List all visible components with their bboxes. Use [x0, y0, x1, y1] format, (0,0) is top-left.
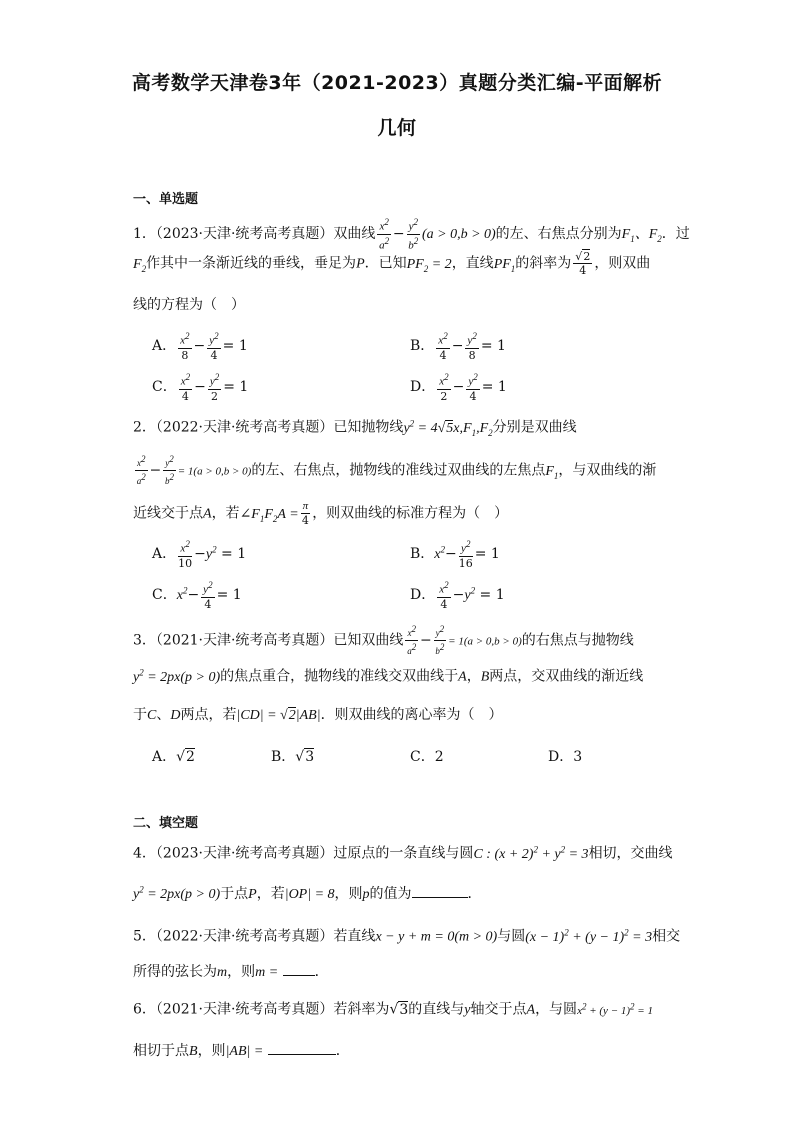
- question-3-text: 的焦点重合，抛物线的准线交双曲线于: [220, 668, 459, 685]
- question-3-text: 、: [156, 707, 171, 723]
- math-condition: (a > 0,b > 0): [421, 227, 496, 243]
- math-fraction: $\frac{x^2}{a^2}$: [136, 454, 146, 486]
- math-fraction: $\frac{y^2}{b^2}$: [408, 217, 419, 252]
- question-5-text: 所得的弦长为: [133, 964, 217, 980]
- question-5-prefix: 5．（2022·天津·统考高考真题）若直线: [133, 928, 376, 945]
- question-2-line-1: 2．（2022·天津·统考高考真题）已知抛物线$y^2 = 4√5x,F_1,F_2$分别是双曲线: [133, 418, 577, 438]
- question-4-text: 的值为: [369, 886, 412, 902]
- question-4-text: ，则: [334, 886, 363, 902]
- question-3-text: 两点，若: [180, 707, 237, 723]
- option-label: B．: [410, 337, 435, 354]
- question-6-line-2: 相切于点B，则|AB| = ．: [133, 1043, 350, 1059]
- q2-option-b: B．$x^2-$ $\frac{y^2}{16}$ = 1: [410, 539, 500, 570]
- math-fraction: $\frac{y^2}{4}$: [203, 580, 213, 611]
- q2-option-c: C．$x^2-$ $\frac{y^2}{4}$ = 1: [152, 580, 242, 611]
- math-fraction: $\frac{y^2}{8}$: [467, 331, 477, 362]
- question-3-line-1: 3．（2021·天津·统考高考真题）已知双曲线 $\frac{x^2}{a^2}$ − $\frac{y^2}{b^2}$ = 1(a > 0,b > 0)的右焦点与抛物线: [133, 624, 634, 656]
- option-label: C．: [152, 378, 177, 395]
- question-4-line-1: 4．（2023·天津·统考高考真题）过原点的一条直线与圆C : $(x + 2)^2 + y^2 = 3$相切，交曲线: [133, 844, 673, 862]
- question-2-line-2: $\frac{x^2}{a^2}$ − $\frac{y^2}{b^2}$ = 1(a > 0,b > 0)的左、右焦点，抛物线的准线过双曲线的左焦点$F_1$，与双曲线的渐: [136, 454, 657, 486]
- question-3-line-2: $y^2 = 2px(p > 0)$的焦点重合，抛物线的准线交双曲线于A，B两点，交双曲线的渐近线: [133, 667, 644, 685]
- math-fraction: $\frac{y^2}{4}$: [209, 331, 219, 362]
- math-fraction: $\frac{x^2}{2}$: [439, 372, 449, 403]
- q3-option-a: A．√2: [152, 749, 195, 765]
- math-fraction: $\frac{x^2}{4}$: [180, 372, 191, 403]
- question-3-text: ，: [466, 668, 481, 685]
- question-6-line-1: 6．（2021·天津·统考高考真题）若斜率为√3的直线与y轴交于点A，与圆$x^2 + (y - 1)^2 = 1$: [133, 1001, 653, 1018]
- option-label: A．: [152, 749, 177, 765]
- question-3-text: 两点，交双曲线的渐近线: [489, 668, 644, 685]
- question-1-line-1: 1．（2023·天津·统考高考真题）双曲线 $\frac{x^2}{a^2}$ − $\frac{y^2}{b^2}$ (a > 0,b > 0)的左、右焦点分别为$F_1$、$F_2$．过: [133, 217, 690, 252]
- question-6-prefix: 6．（2021·天津·统考高考真题）若斜率为: [133, 1001, 390, 1018]
- question-2-text: ，则双曲线的标准方程为（ ）: [312, 505, 509, 522]
- question-5-line-2: 所得的弦长为m，则m = ．: [133, 964, 329, 980]
- q2-option-d: D． $\frac{x^2}{4}$ $-y^2 = 1$: [410, 580, 505, 611]
- q3-option-b: B．√3: [271, 749, 315, 765]
- section-heading-fill-in: 二、填空题: [133, 816, 199, 831]
- question-3-text: ．则双曲线的离心率为（ ）: [320, 707, 503, 723]
- question-1-text: 的左、右焦点分别为: [495, 226, 622, 243]
- option-label: D．: [410, 378, 436, 395]
- option-label: A．: [152, 545, 177, 562]
- question-2-prefix: 2．（2022·天津·统考高考真题）已知抛物线: [133, 419, 404, 436]
- question-3-prefix: 3．（2021·天津·统考高考真题）已知双曲线: [133, 632, 404, 649]
- question-3-text: 于: [133, 707, 147, 723]
- question-4-prefix: 4．（2023·天津·统考高考真题）过原点的一条直线与圆: [133, 845, 474, 862]
- question-2-text: 分别是双曲线: [492, 419, 577, 436]
- question-2-text: ，与双曲线的渐: [558, 462, 657, 479]
- question-5-line-1: 5．（2022·天津·统考高考真题）若直线x − y + m = 0(m > 0)与圆$(x - 1)^2 + (y - 1)^2 = 3$相交: [133, 927, 681, 945]
- q3-option-c: C．2: [410, 749, 444, 765]
- question-6-text: ，则: [197, 1043, 226, 1059]
- question-6-text: 相切于点: [133, 1043, 189, 1059]
- question-1-text: 的斜率为: [515, 255, 572, 272]
- math-fraction: $\frac{x^2}{10}$: [178, 539, 193, 570]
- question-5-text: 相交: [652, 928, 681, 945]
- math-fraction: $\frac{x^2}{8}$: [180, 331, 190, 362]
- question-2-text: 近线交于点: [133, 505, 203, 522]
- math-fraction: $\frac{y^2}{16}$: [458, 539, 473, 570]
- section-heading-single-choice: 一、单选题: [133, 192, 199, 207]
- q3-option-d: D．3: [548, 749, 583, 765]
- question-5-text: ，则: [227, 964, 256, 980]
- q1-option-d: D． $\frac{x^2}{2}$ − $\frac{y^2}{4}$ = 1: [410, 372, 507, 403]
- math-fraction: $\frac{y^2}{b^2}$: [164, 454, 174, 486]
- question-6-text: 轴交于点: [470, 1001, 527, 1018]
- question-3-text: 的右焦点与抛物线: [521, 632, 634, 649]
- answer-blank[interactable]: [268, 1042, 336, 1055]
- question-5-text: 与圆: [497, 928, 526, 945]
- question-1-line-2: $F_2$作其中一条渐近线的垂线，垂足为P．已知$PF_2 = 2$，直线$PF_1$的斜率为 $\frac{√2}{4}$ ，则双曲: [133, 250, 651, 277]
- q1-option-c: C． $\frac{x^2}{4}$ − $\frac{y^2}{2}$ = 1: [152, 372, 249, 403]
- question-1-text: ，则双曲: [594, 255, 651, 272]
- question-2-line-3: 近线交于点A，若$\angle F_1F_2A$ = $\frac{\pi}{4}$ ，则双曲线的标准方程为（ ）: [133, 500, 509, 527]
- question-4-text: ，若: [256, 886, 285, 902]
- question-4-text: 于点: [220, 886, 249, 902]
- option-label: B．: [410, 545, 435, 562]
- math-fraction: $\frac{x^2}{4}$: [438, 331, 448, 362]
- page-title: 高考数学天津卷3年（2021-2023）真题分类汇编-平面解析: [131, 72, 663, 94]
- question-1-text: ．已知: [364, 255, 407, 272]
- option-label: D．: [410, 586, 436, 603]
- math-fraction: $\frac{√2}{4}$: [575, 250, 591, 277]
- question-4-line-2: $y^2 = 2px(p > 0)$于点P，若|OP| = 8，则p的值为 ．: [133, 884, 482, 902]
- answer-blank[interactable]: [283, 963, 315, 976]
- q1-option-b: B． $\frac{x^2}{4}$ − $\frac{y^2}{8}$ = 1: [410, 331, 506, 362]
- math-fraction: $\frac{x^2}{4}$: [439, 580, 449, 611]
- option-label: C．: [152, 586, 177, 603]
- question-1-text: ，直线: [451, 255, 494, 272]
- math-fraction: $\frac{y^2}{b^2}$: [435, 624, 445, 656]
- question-1-prefix: 1．（2023·天津·统考高考真题）双曲线: [133, 226, 376, 243]
- math-fraction: $\frac{x^2}{a^2}$: [407, 624, 417, 656]
- question-3-line-3: 于C、D两点，若|CD| = √2|AB|．则双曲线的离心率为（ ）: [133, 707, 503, 723]
- question-6-text: 的直线与: [408, 1001, 465, 1018]
- question-4-text: 相切，交曲线: [588, 845, 673, 862]
- question-1-line-3: 线的方程为（ ）: [133, 297, 245, 313]
- q2-option-a: A． $\frac{x^2}{10}$ $-y^2 = 1$: [152, 539, 247, 570]
- question-4-text: ．: [467, 886, 482, 902]
- question-5-text: ．: [314, 964, 329, 980]
- math-fraction: $\frac{\pi}{4}$: [301, 500, 309, 527]
- page-title-line2: 几何: [377, 117, 417, 139]
- q1-option-a: A． $\frac{x^2}{8}$ − $\frac{y^2}{4}$ = 1: [152, 331, 248, 362]
- math-fraction: $\frac{x^2}{a^2}$: [379, 217, 390, 252]
- question-2-text: ，若: [211, 505, 240, 522]
- question-1-text: ．过: [661, 226, 690, 243]
- option-label: B．: [271, 749, 296, 765]
- question-6-text: ，与圆: [535, 1001, 578, 1018]
- math-fraction: $\frac{y^2}{2}$: [209, 372, 220, 403]
- question-1-text: 作其中一条渐近线的垂线，垂足为: [146, 255, 357, 272]
- question-6-text: ．: [335, 1043, 350, 1059]
- answer-blank[interactable]: [412, 885, 468, 898]
- question-2-text: 的左、右焦点，抛物线的准线过双曲线的左焦点: [251, 462, 546, 479]
- option-label: A．: [152, 337, 177, 354]
- math-fraction: $\frac{y^2}{4}$: [468, 372, 478, 403]
